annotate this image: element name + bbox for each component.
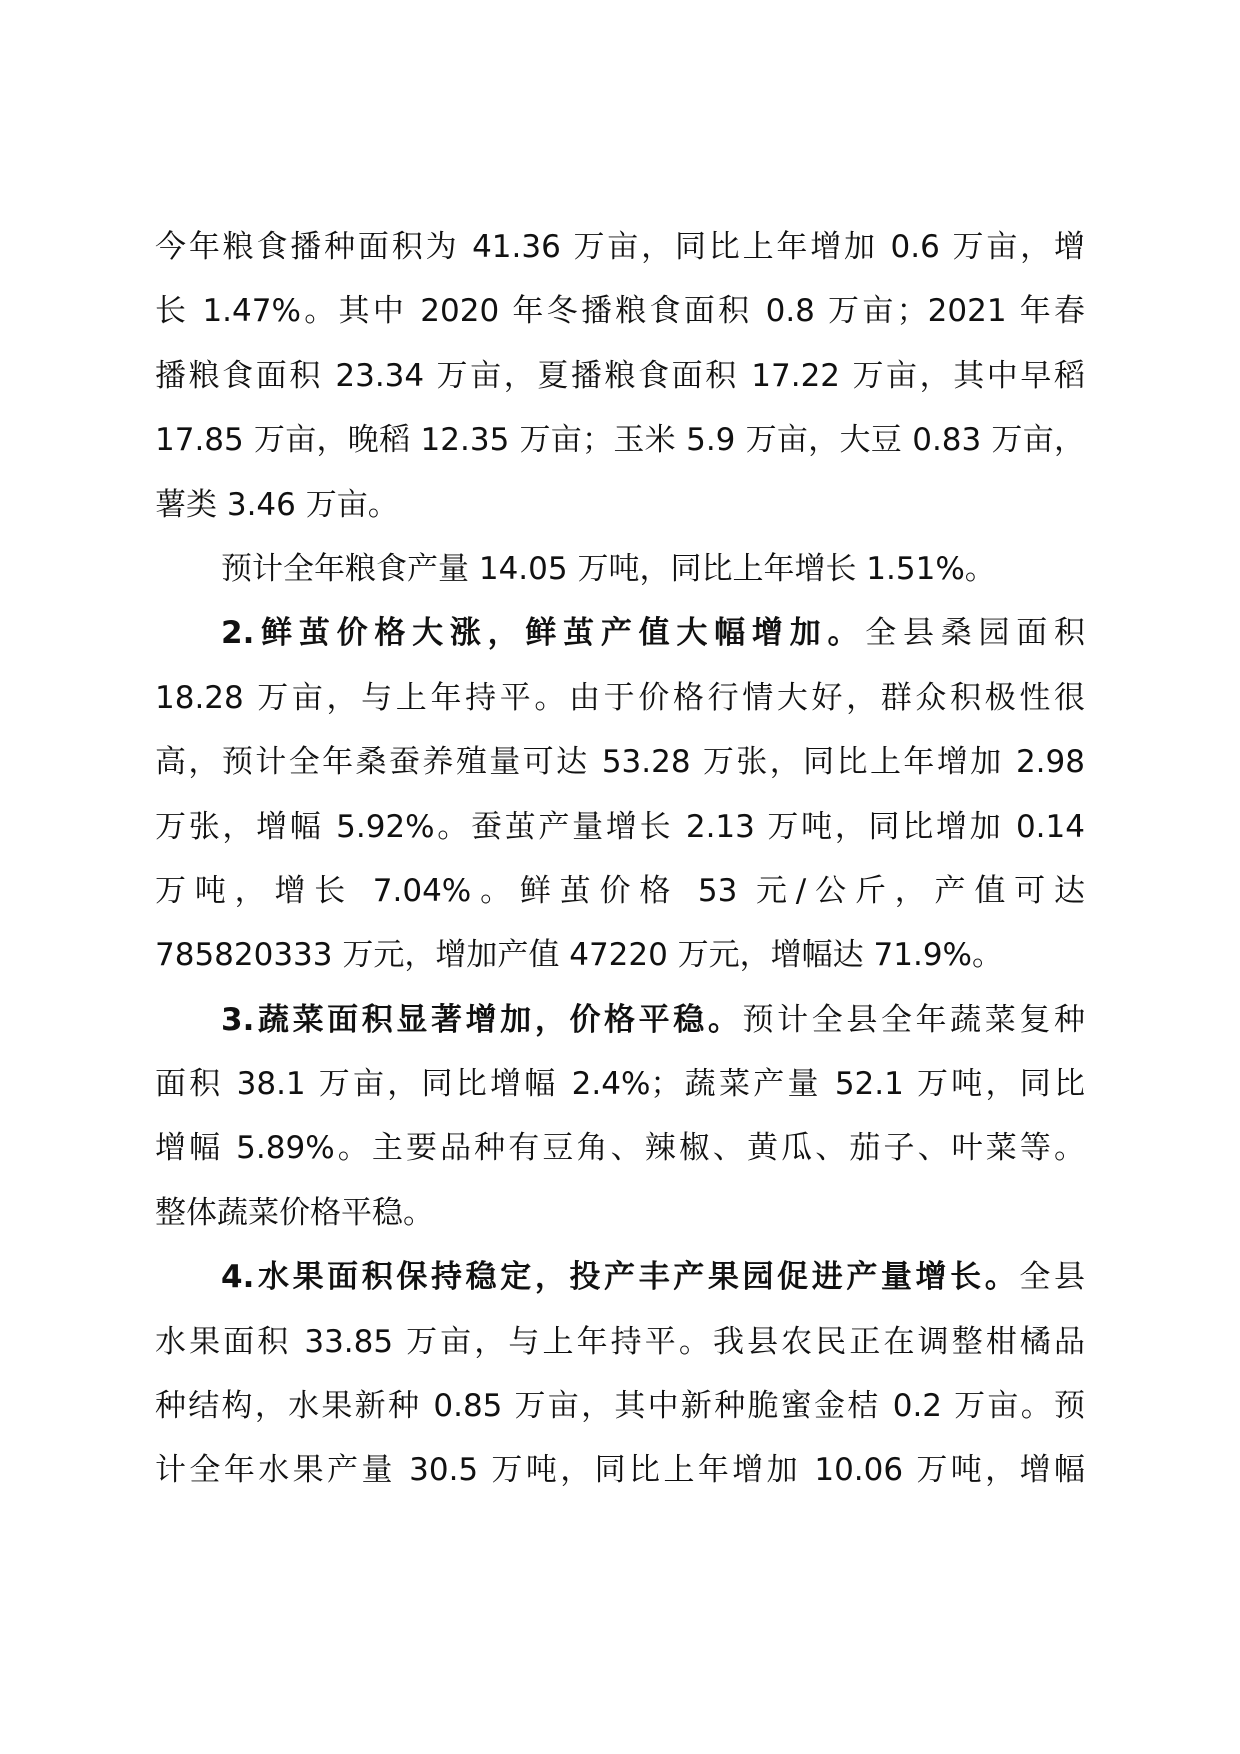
section-silk-cocoon (155, 601, 1085, 987)
section-first-line-text: 全县桑园面积 (865, 615, 1085, 652)
text-line: 增幅 5.89%。主要品种有豆角、辣椒、黄瓜、茄子、叶菜等。 (155, 1130, 1085, 1167)
text-line: 预计全年粮食产量 14.05 万吨，同比上年增长 1.51%。 (221, 550, 996, 587)
text-line: 785820333 万元，增加产值 47220 万元，增幅达 71.9%。 (155, 937, 1004, 974)
paragraph-grain-forecast (155, 537, 1085, 601)
section-heading: 3.蔬菜面积显著增加，价格平稳。 (221, 1001, 743, 1038)
text-line: 今年粮食播种面积为 41.36 万亩，同比上年增加 0.6 万亩，增 (155, 229, 1085, 265)
section-first-line-text: 预计全县全年蔬菜复种 (742, 1001, 1085, 1038)
section-first-line (155, 988, 1085, 1052)
text-line: 高，预计全年桑蚕养殖量可达 53.28 万张，同比上年增加 2.98 (155, 744, 1085, 781)
text-line: 长 1.47%。其中 2020 年冬播粮食面积 0.8 万亩；2021 年春 (155, 293, 1085, 330)
text-line: 薯类 3.46 万亩。 (155, 486, 399, 523)
section-fruit (155, 1245, 1085, 1503)
section-heading: 4.水果面积保持稳定，投产丰产果园促进产量增长。 (221, 1259, 1020, 1296)
text-line: 整体蔬菜价格平稳。 (155, 1194, 434, 1231)
text-line: 播粮食面积 23.34 万亩，夏播粮食面积 17.22 万亩，其中早稻 (155, 357, 1085, 394)
text-line: 17.85 万亩，晚稻 12.35 万亩；玉米 5.9 万亩，大豆 0.83 万亩， (155, 422, 1085, 459)
text-line: 万张，增幅 5.92%。蚕茧产量增长 2.13 万吨，同比增加 0.14 (155, 808, 1085, 845)
document-body (155, 215, 1085, 1503)
section-first-line (155, 601, 1085, 665)
text-line: 18.28 万亩，与上年持平。由于价格行情大好，群众积极性很 (155, 679, 1085, 716)
paragraph-grain-area (155, 215, 1085, 537)
text-line: 水果面积 33.85 万亩，与上年持平。我县农民正在调整柑橘品 (155, 1323, 1085, 1360)
text-line: 万吨，增长 7.04%。鲜茧价格 53 元/公斤，产值可达 (155, 872, 1085, 909)
section-vegetables (155, 988, 1085, 1246)
text-line: 计全年水果产量 30.5 万吨，同比上年增加 10.06 万吨，增幅 (155, 1452, 1085, 1489)
text-line: 面积 38.1 万亩，同比增幅 2.4%；蔬菜产量 52.1 万吨，同比 (155, 1066, 1085, 1103)
text-line: 种结构，水果新种 0.85 万亩，其中新种脆蜜金桔 0.2 万亩。预 (155, 1388, 1085, 1425)
section-first-line-text: 全县 (1019, 1259, 1085, 1296)
section-heading: 2.鲜茧价格大涨，鲜茧产值大幅增加。 (221, 615, 866, 652)
section-first-line (155, 1245, 1085, 1309)
